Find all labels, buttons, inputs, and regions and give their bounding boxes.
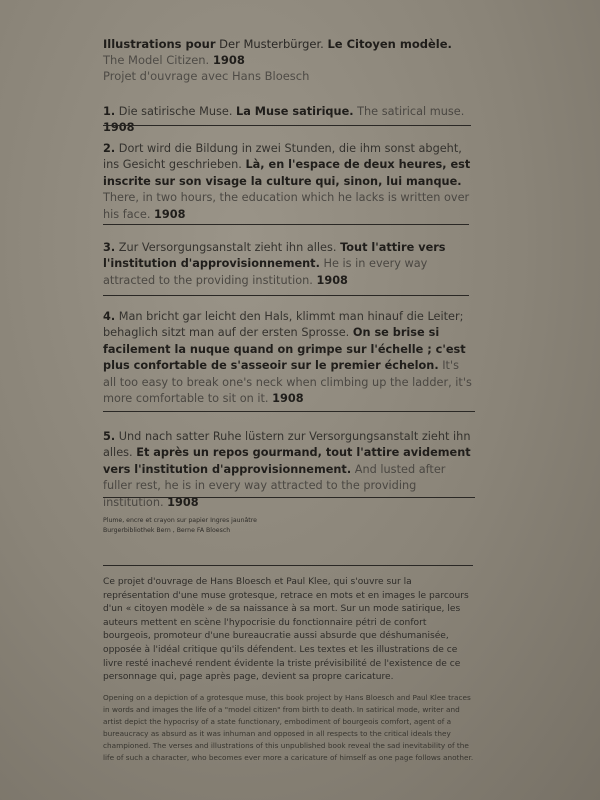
divider-rule — [103, 125, 471, 126]
caption-english: And lusted after fuller rest, he is in every way attracted to the providing institution. — [103, 462, 446, 509]
description-french: Ce projet d'ouvrage de Hans Bloesch et Paul Klee, qui s'ouvre sur la représentation d'une muse grotesque, retrace en mots et en images le parcours d'un « citoyen modèle » de sa naissance à sa mort. Sur un mode satirique, les auteurs mettent en scène l'hypocrisie du fonctionnaire pétri de confort bourgeois, promoteur d'une bureaucratie aussi absurde que déshumanisée, opposée à l'idéal critique qu'ils défendent. Les textes et les illustrations de ce livre resté inachevé rendent évidente la triste prévisibilité de l'existence de ce personnage qui, page après page, devient sa propre caricature. — [103, 577, 469, 683]
divider-rule — [103, 295, 469, 296]
header-year: 1908 — [212, 53, 245, 67]
caption-section-5 — [103, 429, 475, 511]
caption-french: Là, en l'espace de deux heures, est inscrite sur son visage la culture qui, sinon, lui manque. — [103, 158, 471, 188]
caption-german: Und nach satter Ruhe lüstern zur Versorgungsanstalt zieht ihn alles. — [103, 430, 471, 460]
header-title-german: Der Musterbürger. — [219, 37, 324, 51]
caption-german: Zur Versorgungsanstalt zieht ihn alles. — [118, 241, 337, 254]
caption-year: 1908 — [272, 392, 304, 406]
caption-english: It's all too easy to break one's neck when climbing up the ladder, it's more comfortable to sit on it. — [103, 359, 472, 406]
caption-french: La Muse satirique. — [236, 105, 354, 118]
caption-english: The satirical muse. — [357, 105, 465, 118]
header-title-english-row — [103, 52, 452, 68]
caption-german: Dort wird die Bildung in zwei Stunden, die ihm sonst abgeht, ins Gesicht geschrieben. — [103, 142, 462, 172]
caption-year: 1908 — [167, 495, 199, 509]
credit-collection: Burgerbibliothek Bern , Berne FA Bloesch — [103, 527, 231, 534]
caption-year: 1908 — [103, 121, 135, 135]
caption-year: 1908 — [154, 207, 186, 221]
caption-section-3 — [103, 240, 469, 289]
divider-rule — [103, 565, 473, 566]
caption-section-2 — [103, 141, 471, 223]
section-number: 4. — [103, 310, 116, 323]
caption-section-1 — [103, 104, 475, 137]
header-title — [103, 36, 452, 52]
caption-german: Man bricht gar leicht den Hals, klimmt man hinauf die Leiter; behaglich sitzt man auf der ersten Sprosse. — [103, 310, 464, 340]
caption-english: There, in two hours, the education which he lacks is written over his face. — [103, 191, 470, 221]
caption-english: He is in every way attracted to the providing institution. — [103, 257, 428, 287]
divider-rule — [103, 497, 475, 498]
caption-year: 1908 — [316, 273, 348, 287]
section-number: 2. — [103, 142, 116, 155]
section-number: 1. — [103, 105, 116, 118]
caption-german: Die satirische Muse. — [118, 105, 233, 118]
caption-section-4 — [103, 309, 475, 407]
header-title-english: The Model Citizen. — [103, 53, 210, 67]
medium-credit — [103, 516, 257, 536]
credit-medium: Plume, encre et crayon sur papier Ingres jaunâtre — [103, 517, 257, 524]
caption-french: Tout l'attire vers l'institution d'approvisionnement. — [103, 241, 446, 271]
header-title-french: Le Citoyen modèle. — [327, 37, 452, 51]
header-title-prefix: Illustrations pour — [103, 37, 216, 51]
label-header — [103, 36, 452, 84]
divider-rule — [103, 224, 469, 225]
description-english: Opening on a depiction of a grotesque muse, this book project by Hans Bloesch and Paul Klee traces in words and images the life of a "model citizen" from birth to death. In satirical mode, writer and artist depict the hypocrisy of a state functionary, embodiment of bourgeois comfort, agent of a bureaucracy as absurd as it was inhuman and opposed in all respects to the critical ideals they championed. The verses and illustrations of this unpublished book reveal the sad inevitability of the life of such a character, who becomes ever more a caricature of himself as one page follows another. — [103, 693, 474, 763]
section-number: 3. — [103, 241, 116, 254]
caption-french: On se brise si facilement la nuque quand on grimpe sur l'échelle ; c'est plus confortable de s'asseoir sur le premier échelon. — [103, 326, 466, 373]
header-subtitle: Projet d'ouvrage avec Hans Bloesch — [103, 69, 310, 83]
section-number: 5. — [103, 430, 116, 443]
caption-french: Et après un repos gourmand, tout l'attire avidement vers l'institution d'approvisionnement. — [103, 446, 471, 476]
divider-rule — [103, 411, 475, 412]
